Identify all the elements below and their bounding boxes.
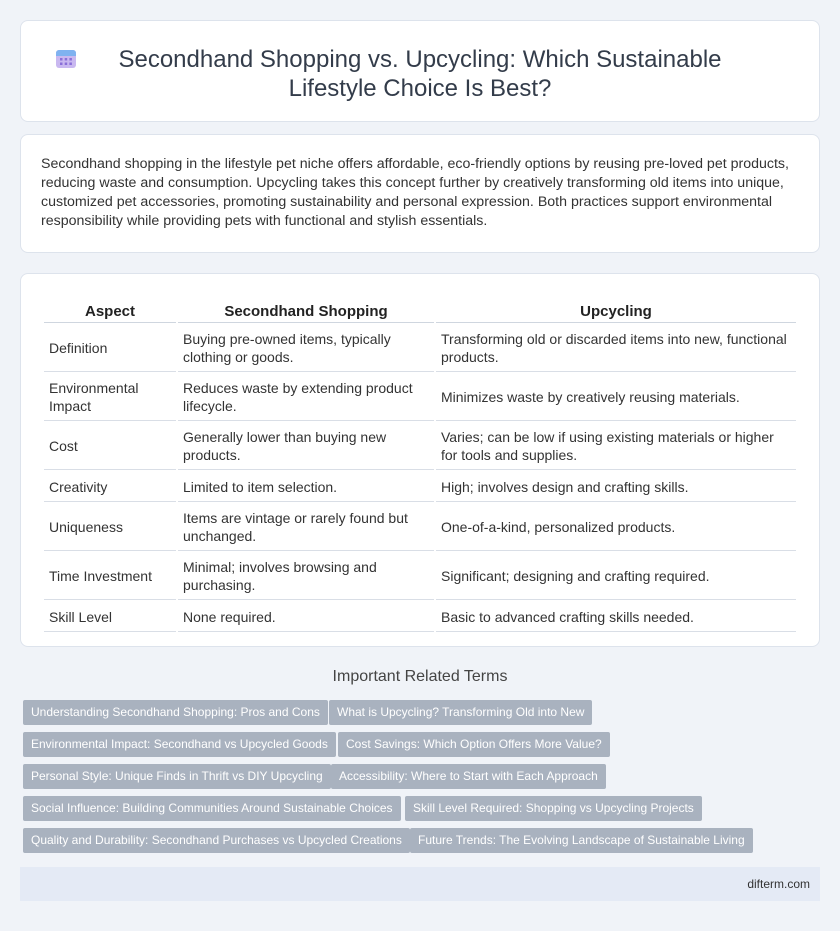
table-row <box>44 602 796 632</box>
related-term-link[interactable]: Cost Savings: Which Option Offers More Value? <box>338 732 610 757</box>
table-cell: One-of-a-kind, personalized products. <box>436 504 796 551</box>
table-cell: Time Investment <box>44 553 176 600</box>
related-term-link[interactable]: Environmental Impact: Secondhand vs Upcycled Goods <box>23 732 336 757</box>
table-cell: Skill Level <box>44 602 176 632</box>
table-row <box>44 472 796 502</box>
table-cell: Generally lower than buying new products. <box>178 423 434 470</box>
table-row <box>44 423 796 470</box>
table-cell: Varies; can be low if using existing materials or higher for tools and supplies. <box>436 423 796 470</box>
intro-paragraph: Secondhand shopping in the lifestyle pet niche offers affordable, eco-friendly options by reusing pre-loved pet products, reducing waste and consumption. Upcycling takes this concept further by creatively transforming old items into unique, customized pet accessories, promoting sustainability and personal expression. Both practices support environmental responsibility while providing pets with functional and stylish essentials. <box>41 156 789 229</box>
related-term-link[interactable]: Personal Style: Unique Finds in Thrift vs DIY Upcycling <box>23 764 331 789</box>
table-cell: Uniqueness <box>44 504 176 551</box>
column-header: Secondhand Shopping <box>178 300 434 323</box>
related-term-link[interactable]: Future Trends: The Evolving Landscape of Sustainable Living <box>410 828 753 853</box>
title-card <box>20 20 820 122</box>
related-term-link[interactable]: What is Upcycling? Transforming Old into New <box>329 700 592 725</box>
related-term-link[interactable]: Quality and Durability: Secondhand Purchases vs Upcycled Creations <box>23 828 410 853</box>
table-cell: Cost <box>44 423 176 470</box>
related-term-link[interactable]: Accessibility: Where to Start with Each Approach <box>331 764 606 789</box>
table-cell: Buying pre-owned items, typically clothing or goods. <box>178 325 434 372</box>
table-cell: None required. <box>178 602 434 632</box>
intro-card <box>20 134 820 253</box>
table-cell: Items are vintage or rarely found but unchanged. <box>178 504 434 551</box>
table-cell: Environmental Impact <box>44 374 176 421</box>
table-header-row <box>44 300 796 323</box>
table-cell: Limited to item selection. <box>178 472 434 502</box>
table-row <box>44 553 796 600</box>
column-header: Aspect <box>44 300 176 323</box>
related-term-link[interactable]: Social Influence: Building Communities Around Sustainable Choices <box>23 796 401 821</box>
table-cell: Basic to advanced crafting skills needed. <box>436 602 796 632</box>
related-term-link[interactable]: Understanding Secondhand Shopping: Pros and Cons <box>23 700 328 725</box>
footer-site-link[interactable]: difterm.com <box>747 877 810 891</box>
comparison-card <box>20 273 820 647</box>
table-cell: Reduces waste by extending product lifecycle. <box>178 374 434 421</box>
page-title: Secondhand Shopping vs. Upcycling: Which Sustainable Lifestyle Choice Is Best? <box>118 46 722 102</box>
table-cell: Minimizes waste by creatively reusing materials. <box>436 374 796 421</box>
table-row <box>44 325 796 372</box>
table-cell: Minimal; involves browsing and purchasing. <box>178 553 434 600</box>
table-cell: Creativity <box>44 472 176 502</box>
related-term-link[interactable]: Skill Level Required: Shopping vs Upcycling Projects <box>405 796 702 821</box>
table-cell: Significant; designing and crafting required. <box>436 553 796 600</box>
column-header: Upcycling <box>436 300 796 323</box>
table-row <box>44 374 796 421</box>
comparison-table <box>42 298 798 634</box>
table-cell: Transforming old or discarded items into new, functional products. <box>436 325 796 372</box>
footer <box>20 867 820 901</box>
table-cell: High; involves design and crafting skills. <box>436 472 796 502</box>
related-terms-heading: Important Related Terms <box>332 668 508 685</box>
table-cell: Definition <box>44 325 176 372</box>
table-row <box>44 504 796 551</box>
